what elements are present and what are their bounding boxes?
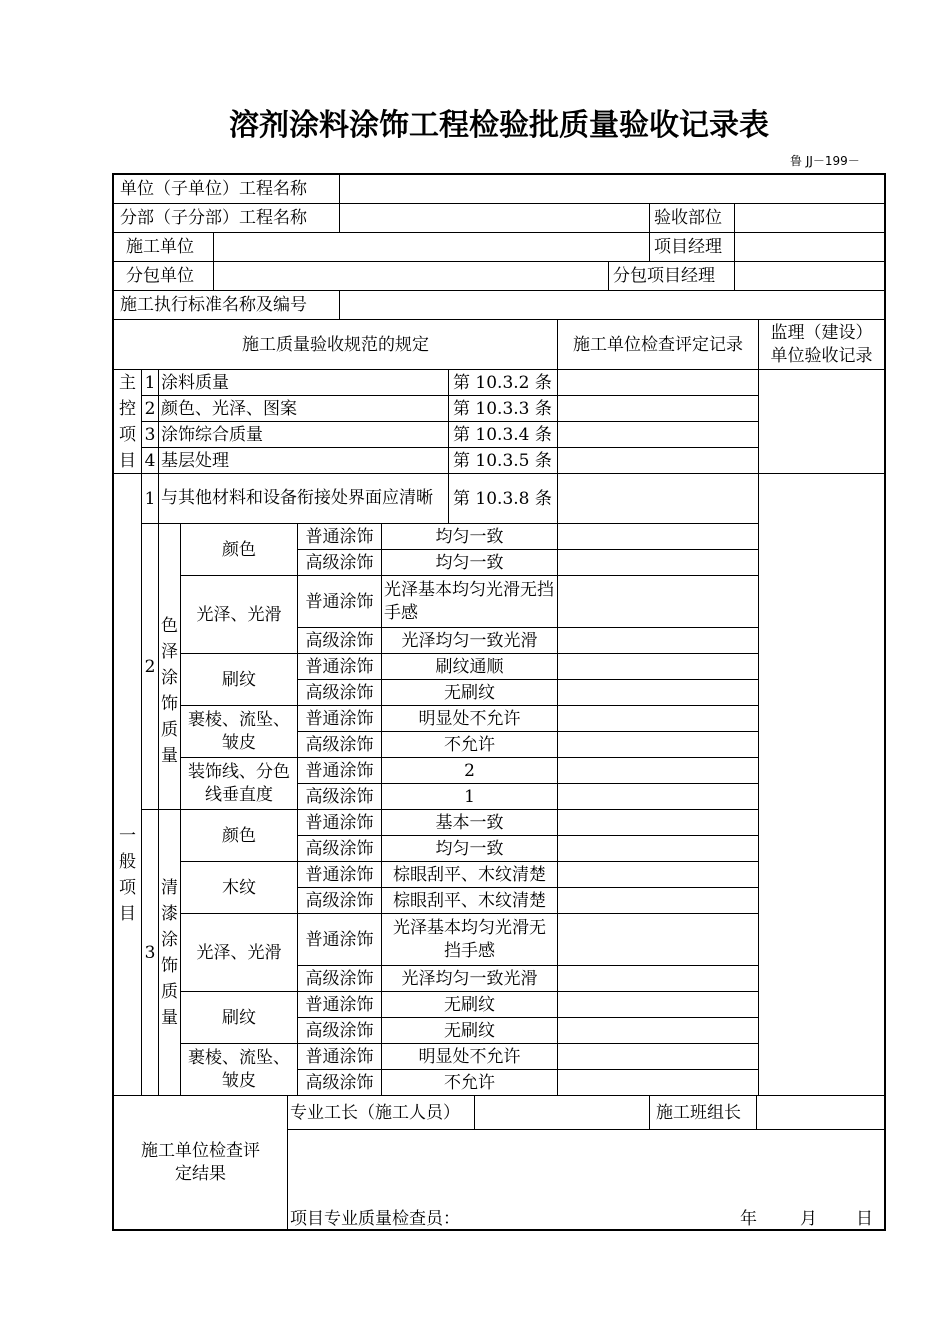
grade-label: 高级涂饰 bbox=[297, 783, 381, 809]
criterion-value: 光泽均匀一致光滑 bbox=[381, 627, 557, 653]
general-item-check[interactable] bbox=[557, 473, 758, 523]
grade-label: 高级涂饰 bbox=[297, 731, 381, 757]
main-item-name: 涂料质量 bbox=[158, 369, 448, 395]
criterion-value: 无刷纹 bbox=[381, 679, 557, 705]
main-item-no: 1 bbox=[141, 369, 158, 395]
general-check-field[interactable] bbox=[557, 1043, 758, 1069]
main-item-no: 3 bbox=[141, 421, 158, 447]
accept-part-label: 验收部位 bbox=[649, 203, 734, 232]
criterion-value: 明显处不允许 bbox=[381, 1043, 557, 1069]
sub-item-label: 光泽、光滑 bbox=[180, 913, 297, 991]
subcontractor-field[interactable] bbox=[213, 261, 608, 290]
general-check-field[interactable] bbox=[557, 653, 758, 679]
day-label: 日 bbox=[856, 1209, 873, 1229]
sub-item-label: 装饰线、分色线垂直度 bbox=[180, 757, 297, 809]
criterion-value: 均匀一致 bbox=[381, 835, 557, 861]
general-check-field[interactable] bbox=[557, 991, 758, 1017]
criterion-value: 均匀一致 bbox=[381, 523, 557, 549]
team-leader-field[interactable] bbox=[756, 1095, 884, 1129]
general-check-field[interactable] bbox=[557, 575, 758, 627]
general-check-field[interactable] bbox=[557, 731, 758, 757]
main-control-label: 主控项目 bbox=[113, 369, 141, 473]
sub-pm-field[interactable] bbox=[734, 261, 884, 290]
main-item-check[interactable] bbox=[557, 421, 758, 447]
sub-item-label: 裹棱、流坠、皱皮 bbox=[180, 705, 297, 757]
grade-label: 普通涂饰 bbox=[297, 861, 381, 887]
general-supervision-field[interactable] bbox=[758, 473, 884, 1095]
main-item-no: 2 bbox=[141, 395, 158, 421]
grade-label: 高级涂饰 bbox=[297, 1069, 381, 1095]
year-label: 年 bbox=[740, 1209, 757, 1229]
constructor-field[interactable] bbox=[213, 232, 649, 261]
general-check-field[interactable] bbox=[557, 549, 758, 575]
criterion-value: 不允许 bbox=[381, 1069, 557, 1095]
general-check-field[interactable] bbox=[557, 705, 758, 731]
general-check-field[interactable] bbox=[557, 861, 758, 887]
pm-field[interactable] bbox=[734, 232, 884, 261]
grade-label: 普通涂饰 bbox=[297, 809, 381, 835]
main-item-name: 基层处理 bbox=[158, 447, 448, 473]
main-item-name: 涂饰综合质量 bbox=[158, 421, 448, 447]
main-supervision-field[interactable] bbox=[758, 369, 884, 473]
constructor-label: 施工单位 bbox=[113, 232, 213, 261]
subcontractor-label: 分包单位 bbox=[113, 261, 213, 290]
general-check-field[interactable] bbox=[557, 523, 758, 549]
main-item-clause: 第 10.3.2 条 bbox=[448, 369, 557, 395]
main-item-no: 4 bbox=[141, 447, 158, 473]
criterion-value: 无刷纹 bbox=[381, 1017, 557, 1043]
main-item-clause: 第 10.3.3 条 bbox=[448, 395, 557, 421]
general-item-no: 3 bbox=[141, 809, 158, 1095]
grade-label: 普通涂饰 bbox=[297, 991, 381, 1017]
foreman-label: 专业工长（施工人员） bbox=[287, 1095, 474, 1129]
criterion-value: 光泽均匀一致光滑 bbox=[381, 965, 557, 991]
item2-spacer bbox=[158, 523, 180, 573]
sub-pm-label: 分包项目经理 bbox=[608, 261, 734, 290]
criterion-value: 2 bbox=[381, 757, 557, 783]
pm-label: 项目经理 bbox=[649, 232, 734, 261]
result-label: 施工单位检查评定结果 bbox=[113, 1095, 287, 1229]
grade-label: 普通涂饰 bbox=[297, 757, 381, 783]
grade-label: 高级涂饰 bbox=[297, 679, 381, 705]
general-check-field[interactable] bbox=[557, 1017, 758, 1043]
general-check-field[interactable] bbox=[557, 913, 758, 965]
main-item-clause: 第 10.3.4 条 bbox=[448, 421, 557, 447]
general-check-field[interactable] bbox=[557, 783, 758, 809]
criterion-value: 不允许 bbox=[381, 731, 557, 757]
general-check-field[interactable] bbox=[557, 757, 758, 783]
general-check-field[interactable] bbox=[557, 679, 758, 705]
main-item-check[interactable] bbox=[557, 447, 758, 473]
inspector-label: 项目专业质量检查员： bbox=[290, 1209, 460, 1229]
general-check-field[interactable] bbox=[557, 965, 758, 991]
main-item-clause: 第 10.3.5 条 bbox=[448, 447, 557, 473]
grade-label: 普通涂饰 bbox=[297, 913, 381, 965]
grade-label: 普通涂饰 bbox=[297, 705, 381, 731]
criterion-value: 棕眼刮平、木纹清楚 bbox=[381, 887, 557, 913]
general-check-field[interactable] bbox=[557, 835, 758, 861]
criterion-value: 棕眼刮平、木纹清楚 bbox=[381, 861, 557, 887]
general-item-no: 1 bbox=[141, 473, 158, 523]
sub-item-label: 裹棱、流坠、皱皮 bbox=[180, 1043, 297, 1095]
sub-item-label: 木纹 bbox=[180, 861, 297, 913]
sub-item-label: 刷纹 bbox=[180, 991, 297, 1043]
unit-name-field[interactable] bbox=[339, 174, 884, 203]
sub-item-label: 刷纹 bbox=[180, 653, 297, 705]
criterion-value: 明显处不允许 bbox=[381, 705, 557, 731]
general-item-no: 2 bbox=[141, 523, 158, 809]
criterion-value: 刷纹通顺 bbox=[381, 653, 557, 679]
general-check-field[interactable] bbox=[557, 809, 758, 835]
form-code: 鲁 JJ－199－ bbox=[790, 154, 860, 168]
check-header: 施工单位检查评定记录 bbox=[557, 319, 758, 369]
grade-label: 高级涂饰 bbox=[297, 627, 381, 653]
grade-label: 高级涂饰 bbox=[297, 549, 381, 575]
page-title: 溶剂涂料涂饰工程检验批质量验收记录表 bbox=[229, 108, 769, 143]
standard-field[interactable] bbox=[339, 290, 884, 319]
standard-label: 施工执行标准名称及编号 bbox=[113, 290, 339, 319]
unit-name-label: 单位（子单位）工程名称 bbox=[113, 174, 339, 203]
foreman-field[interactable] bbox=[474, 1095, 649, 1129]
sub-name-label: 分部（子分部）工程名称 bbox=[113, 203, 339, 232]
main-item-check[interactable] bbox=[557, 369, 758, 395]
grade-label: 高级涂饰 bbox=[297, 965, 381, 991]
main-item-name: 颜色、光泽、图案 bbox=[158, 395, 448, 421]
general-label: 一般项目 bbox=[113, 473, 141, 1095]
grade-label: 普通涂饰 bbox=[297, 1043, 381, 1069]
grade-label: 高级涂饰 bbox=[297, 887, 381, 913]
sub-name-field[interactable] bbox=[339, 203, 649, 232]
sub-item-label: 光泽、光滑 bbox=[180, 575, 297, 653]
criterion-value: 基本一致 bbox=[381, 809, 557, 835]
grade-label: 高级涂饰 bbox=[297, 1017, 381, 1043]
grade-label: 普通涂饰 bbox=[297, 523, 381, 549]
criterion-value: 光泽基本均匀光滑无挡手感 bbox=[381, 575, 557, 627]
general-item-name: 与其他材料和设备衔接处界面应清晰 bbox=[158, 473, 448, 523]
item2-group-label: 色泽涂饰质量 bbox=[158, 573, 180, 809]
team-leader-label: 施工班组长 bbox=[649, 1095, 756, 1129]
spec-header: 施工质量验收规范的规定 bbox=[113, 319, 557, 369]
sub-item-label: 颜色 bbox=[180, 523, 297, 575]
supervision-header: 监理（建设）单位验收记录 bbox=[758, 319, 884, 369]
accept-part-field[interactable] bbox=[734, 203, 884, 232]
general-check-field[interactable] bbox=[557, 1069, 758, 1095]
criterion-value: 光泽基本均匀光滑无挡手感 bbox=[381, 913, 557, 965]
grade-label: 高级涂饰 bbox=[297, 835, 381, 861]
criterion-value: 均匀一致 bbox=[381, 549, 557, 575]
criterion-value: 无刷纹 bbox=[381, 991, 557, 1017]
item3-spacer bbox=[158, 809, 180, 859]
main-item-check[interactable] bbox=[557, 395, 758, 421]
general-item-clause: 第 10.3.8 条 bbox=[448, 473, 557, 523]
criterion-value: 1 bbox=[381, 783, 557, 809]
general-check-field[interactable] bbox=[557, 627, 758, 653]
general-check-field[interactable] bbox=[557, 887, 758, 913]
grade-label: 普通涂饰 bbox=[297, 575, 381, 627]
month-label: 月 bbox=[800, 1209, 817, 1229]
grade-label: 普通涂饰 bbox=[297, 653, 381, 679]
item3-group-label: 清漆涂饰质量 bbox=[158, 859, 180, 1095]
sub-item-label: 颜色 bbox=[180, 809, 297, 861]
